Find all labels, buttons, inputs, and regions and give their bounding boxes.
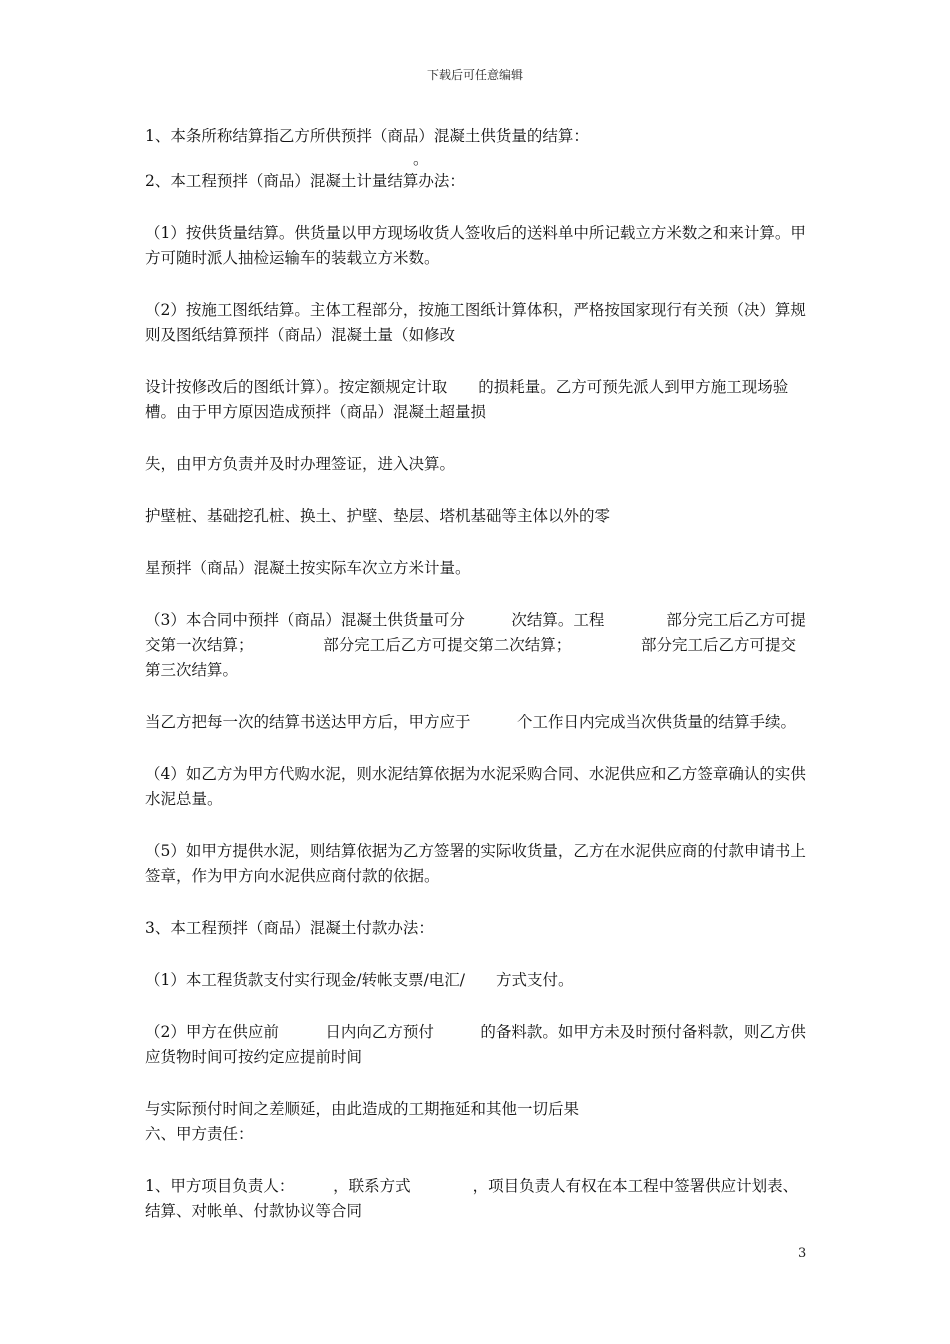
clause-cement-purchase: （4）如乙方为甲方代购水泥，则水泥结算依据为水泥采购合同、水泥供应和乙方签章确认的实供水泥总量。 (145, 765, 806, 808)
clause-drawing-settlement: （2）按施工图纸结算。主体工程部分，按施工图纸计算体积，严格按国家现行有关预（决）算规则及图纸结算预拌（商品）混凝土量（如修改 (145, 301, 806, 344)
clause-settlement-definition: 1、本条所称结算指乙方所供预拌（商品）混凝土供货量的结算： (145, 127, 589, 145)
clause-project-manager: 1、甲方项目负责人： ，联系方式 ，项目负责人有权在本工程中签署供应计划表、结算、对帐单、付款协议等合同 (145, 1177, 799, 1220)
clause-payment-method: 3、本工程预拌（商品）混凝土付款办法： (145, 919, 434, 937)
clause-settlement-times: （3）本合同中预拌（商品）混凝土供货量可分 次结算。工程 部分完工后乙方可提交第一次结算； 部分完工后乙方可提交第二次结算； 部分完工后乙方可提交第三次结算。 (145, 611, 806, 679)
clause-cement-supply: （5）如甲方提供水泥，则结算依据为乙方签署的实际收货量，乙方在水泥供应商的付款申请书上签章，作为甲方向水泥供应商付款的依据。 (145, 842, 806, 885)
page-header: 下载后可任意编辑 (426, 68, 523, 82)
clause-payment-mode: （1）本工程货款支付实行现金/转帐支票/电汇/ 方式支付。 (145, 971, 574, 989)
document-body (145, 124, 807, 1224)
clause-loss-responsibility: 失，由甲方负责并及时办理签证，进入决算。 (145, 455, 456, 473)
clause-drawing-settlement-cont: 设计按修改后的图纸计算）。按定额规定计取 的损耗量。乙方可预先派人到甲方施工现场验槽。由于甲方原因造成预拌（商品）混凝土超量损 (145, 378, 789, 421)
clause-measurement-method: 2、本工程预拌（商品）混凝土计量结算办法： (145, 172, 465, 190)
page-number: 3 (798, 1246, 807, 1261)
blank-period: 。 (413, 150, 429, 168)
section-heading-party-a: 六、甲方责任： (145, 1125, 254, 1143)
clause-advance-payment-cont: 与实际预付时间之差顺延，由此造成的工期拖延和其他一切后果 (145, 1100, 580, 1118)
clause-non-main-works: 护壁桩、基础挖孔桩、换土、护壁、垫层、塔机基础等主体以外的零 (145, 507, 611, 525)
clause-non-main-works-cont: 星预拌（商品）混凝土按实际车次立方米计量。 (145, 559, 471, 577)
clause-supply-volume: （1）按供货量结算。供货量以甲方现场收货人签收后的送料单中所记载立方米数之和来计算。甲方可随时派人抽检运输车的装载立方米数。 (145, 224, 806, 267)
clause-settlement-deadline: 当乙方把每一次的结算书送达甲方后，甲方应于 个工作日内完成当次供货量的结算手续。 (145, 713, 797, 731)
clause-advance-payment: （2）甲方在供应前 日内向乙方预付 的备料款。如甲方未及时预付备料款，则乙方供应货物时间可按约定应提前时间 (145, 1023, 806, 1066)
